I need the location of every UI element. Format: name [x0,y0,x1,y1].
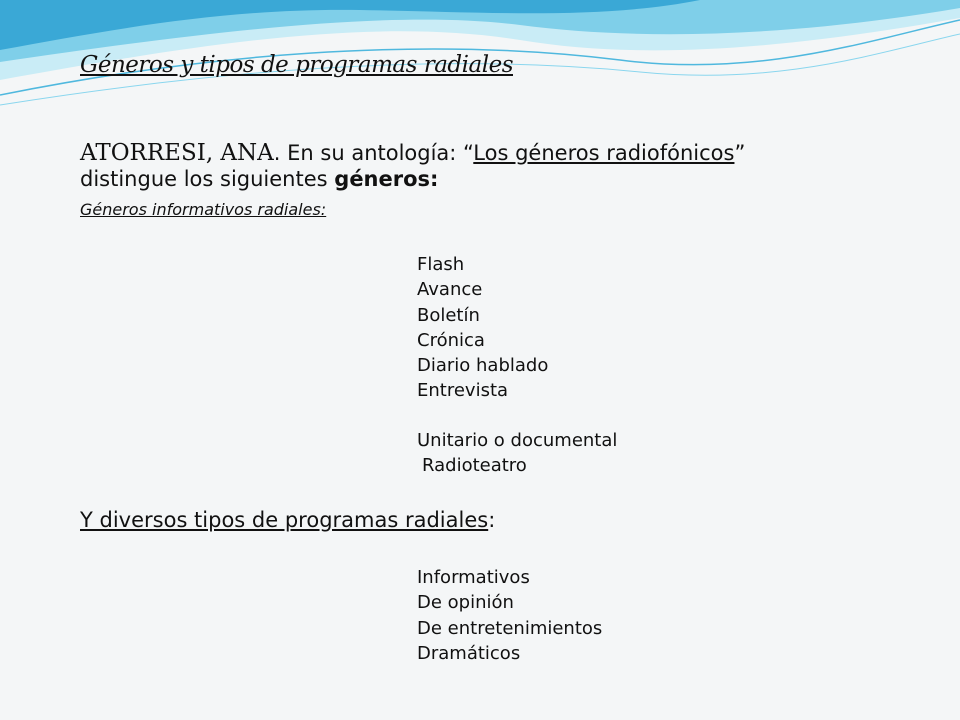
programs-heading: Y diversos tipos de programas radiales [80,508,489,532]
informative-genres-heading: Géneros informativos radiales: [80,200,327,219]
intro-colon: : [430,167,439,191]
other-genres-list [417,428,617,479]
intro-text-2: ” [734,141,746,165]
author-name: ATORRESI, ANA [80,140,274,166]
list-item: Avance [417,279,483,301]
intro-line-2 [80,166,745,192]
list-item: Entrevista [417,380,509,402]
informative-genres-list [417,252,548,404]
list-item: Flash [417,254,465,275]
list-item: De opinión [417,592,514,614]
programs-heading-line [80,508,495,532]
list-item: Diario hablado [417,355,549,377]
slide-title: Géneros y tipos de programas radiales [80,52,513,78]
book-title: Los géneros radiofónicos [473,141,735,165]
list-item: De entretenimientos [417,617,603,639]
list-item: Boletín [417,304,480,326]
list-item: Informativos [417,567,530,588]
intro-paragraph [80,140,745,192]
list-item: Unitario o documental [417,430,618,451]
program-types-list [417,565,602,666]
intro-line-2-text: distingue los siguientes [80,167,335,191]
list-item: Crónica [417,329,485,351]
intro-line-1 [80,140,745,166]
genres-word: géneros [334,167,431,191]
list-item: Radioteatro [422,455,527,477]
list-item: Dramáticos [417,642,521,664]
intro-text-1: . En su antología: “ [273,141,474,165]
programs-colon: : [488,508,496,532]
